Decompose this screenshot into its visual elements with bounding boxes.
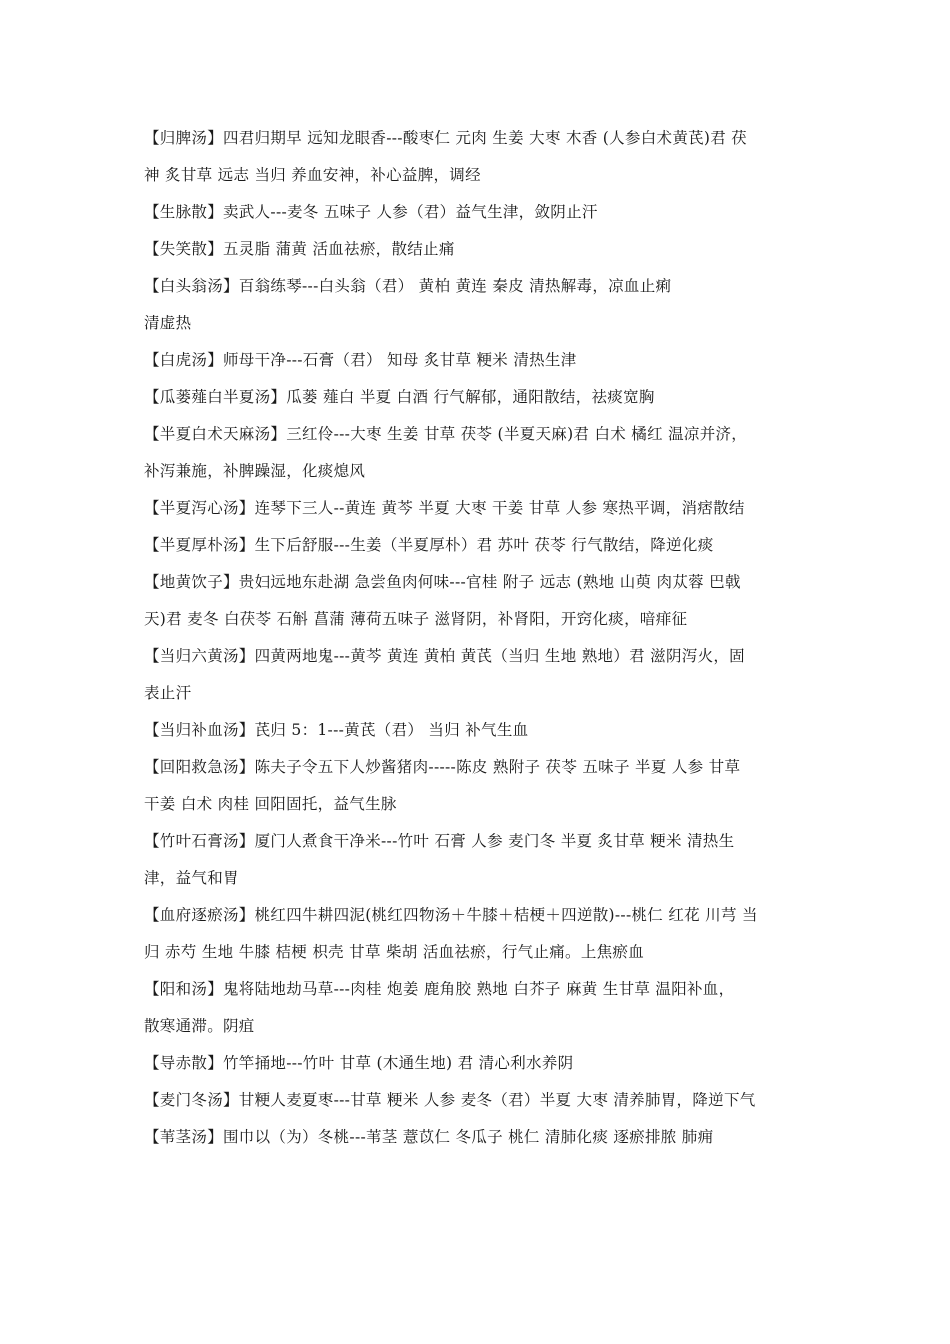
text-line: 【导赤散】竹竿捅地---竹叶 甘草 (木通生地) 君 清心利水养阴 bbox=[144, 1054, 574, 1072]
text-line: 【半夏泻心汤】连琴下三人--黄连 黄芩 半夏 大枣 干姜 甘草 人参 寒热平调，消痞散结 bbox=[144, 499, 745, 517]
text-line: 天)君 麦冬 白茯苓 石斛 菖蒲 薄荷五味子 滋肾阴，补肾阳，开窍化痰，喑痱征 bbox=[144, 610, 688, 628]
text-line: 【半夏厚朴汤】生下后舒服---生姜（半夏厚朴）君 苏叶 茯苓 行气散结，降逆化痰 bbox=[144, 536, 714, 554]
text-line: 【当归六黄汤】四黄两地鬼---黄芩 黄连 黄柏 黄芪（当归 生地 熟地）君 滋阴泻火，固 bbox=[144, 647, 745, 665]
text-line: 【地黄饮子】贵妇远地东赴湖 急尝鱼肉何味---官桂 附子 远志 (熟地 山萸 肉苁蓉 巴戟 bbox=[144, 573, 741, 591]
text-line: 津，益气和胃 bbox=[144, 869, 239, 887]
text-line: 表止汗 bbox=[144, 684, 192, 702]
text-line: 【竹叶石膏汤】厦门人煮食干净米---竹叶 石膏 人参 麦门冬 半夏 炙甘草 粳米 清热生 bbox=[144, 832, 735, 850]
document-body bbox=[144, 120, 812, 1156]
text-line: 【血府逐瘀汤】桃红四牛耕四泥(桃红四物汤＋牛膝＋桔梗＋四逆散)---桃仁 红花 川芎 当 bbox=[144, 906, 758, 924]
text-line: 【半夏白术天麻汤】三红伶---大枣 生姜 甘草 茯苓 (半夏天麻)君 白术 橘红 温凉并济， bbox=[144, 425, 748, 443]
text-line: 【白虎汤】师母干净---石膏（君） 知母 炙甘草 粳米 清热生津 bbox=[144, 351, 577, 369]
text-line: 【麦门冬汤】甘粳人麦夏枣---甘草 粳米 人参 麦冬（君）半夏 大枣 清养肺胃，降逆下气 bbox=[144, 1091, 756, 1109]
text-line: 【苇茎汤】围巾以（为）冬桃---苇茎 薏苡仁 冬瓜子 桃仁 清肺化痰 逐瘀排脓 肺痈 bbox=[144, 1128, 714, 1146]
text-line: 【归脾汤】四君归期早 远知龙眼香---酸枣仁 元肉 生姜 大枣 木香 (人参白术黄芪)君 茯 bbox=[144, 129, 748, 147]
text-line: 干姜 白术 肉桂 回阳固托，益气生脉 bbox=[144, 795, 397, 813]
text-line: 【瓜蒌薤白半夏汤】瓜蒌 薤白 半夏 白酒 行气解郁，通阳散结，祛痰宽胸 bbox=[144, 388, 655, 406]
text-line: 【白头翁汤】百翁练琴---白头翁（君） 黄柏 黄连 秦皮 清热解毒，凉血止痢 bbox=[144, 277, 672, 295]
text-line: 【生脉散】卖武人---麦冬 五味子 人参（君）益气生津，敛阴止汗 bbox=[144, 203, 598, 221]
text-line: 神 炙甘草 远志 当归 养血安神，补心益脾，调经 bbox=[144, 166, 481, 184]
text-line: 清虚热 bbox=[144, 314, 192, 332]
text-line: 归 赤芍 生地 牛膝 桔梗 枳壳 甘草 柴胡 活血祛瘀，行气止痛。上焦瘀血 bbox=[144, 943, 645, 961]
text-line: 【当归补血汤】芪归 5：1---黄芪（君） 当归 补气生血 bbox=[144, 721, 529, 739]
text-line: 【阳和汤】鬼将陆地劫马草---肉桂 炮姜 鹿角胶 熟地 白芥子 麻黄 生甘草 温阳补血， bbox=[144, 980, 735, 998]
text-line: 补泻兼施，补脾躁湿，化痰熄风 bbox=[144, 462, 366, 480]
text-line: 【回阳救急汤】陈夫子令五下人炒酱猪肉-----陈皮 熟附子 茯苓 五味子 半夏 人参 甘草 bbox=[144, 758, 741, 776]
text-line: 散寒通滞。阴疽 bbox=[144, 1017, 255, 1035]
text-line: 【失笑散】五灵脂 蒲黄 活血祛瘀，散结止痛 bbox=[144, 240, 455, 258]
